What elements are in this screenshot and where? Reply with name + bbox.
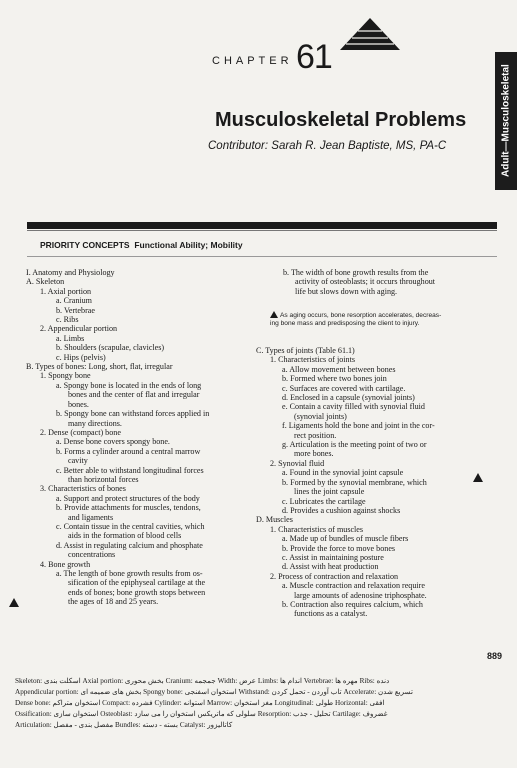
text-line: than horizontal forces bbox=[68, 474, 139, 484]
text-line: 2. Process of contraction and relaxation bbox=[270, 571, 399, 581]
right-column-main bbox=[256, 346, 501, 619]
text-line: 3. Characteristics of bones bbox=[40, 484, 126, 494]
priority-underline bbox=[27, 256, 497, 257]
text-line: (synovial joints) bbox=[294, 411, 347, 421]
text-line: 2. Appendicular portion bbox=[40, 324, 118, 334]
page-title: Musculoskeletal Problems bbox=[215, 109, 467, 131]
side-tab-label: Adult—Musculoskeletal bbox=[500, 64, 512, 178]
text-line: c. Surfaces are covered with cartilage. bbox=[282, 383, 406, 393]
text-line: more bones. bbox=[294, 449, 334, 459]
text-line: b. Provide the force to move bones bbox=[282, 543, 396, 553]
aging-note bbox=[270, 311, 500, 328]
text-line: a. Dense bone covers spongy bone. bbox=[56, 437, 170, 447]
text-line: b. The width of bone growth results from the bbox=[283, 268, 429, 277]
text-line: b. Shoulders (scapulae, clavicles) bbox=[56, 343, 165, 353]
warning-icon bbox=[270, 311, 278, 318]
side-tab bbox=[495, 52, 517, 190]
text-line: a. Limbs bbox=[56, 333, 85, 343]
text-line: D. Muscles bbox=[256, 515, 293, 525]
text-line: a. The length of bone growth results from os- bbox=[56, 569, 203, 578]
text-line: sification of the epiphyseal cartilage at the bbox=[68, 578, 206, 588]
glossary-line: Skeleton: اسکلت بندی Axial portion: بخش محوری Cranium: جمجمه Width: عرض Limbs: اندام ها Vertebrae: مهره ها Ribs: دنده bbox=[15, 677, 390, 685]
text-line: b. Provide attachments for muscles, tendons, bbox=[56, 503, 201, 513]
text-line: I. Anatomy and Physiology bbox=[26, 268, 115, 277]
text-line: the ages of 18 and 25 years. bbox=[68, 597, 159, 607]
text-line: bones. bbox=[68, 399, 89, 409]
text-line: activity of osteoblasts; it occurs throughout bbox=[295, 277, 436, 287]
text-line: c. Contain tissue in the central cavities, which bbox=[56, 521, 205, 531]
text-line: 1. Axial portion bbox=[40, 286, 92, 296]
glossary-line: Ossification: استخوان سازی Osteoblast: سلولی که ماتریکس استخوان را می سازد Resorption: تحلیل - جذب Cartilage: غضروف bbox=[15, 709, 388, 718]
text-line: d. Provides a cushion against shocks bbox=[282, 505, 401, 515]
text-line: f. Ligaments hold the bone and joint in the cor- bbox=[282, 421, 435, 431]
text-line: ends of bones; bone growth stops between bbox=[68, 587, 206, 597]
chapter-label: CHAPTER bbox=[212, 55, 293, 67]
chapter-number: 61 bbox=[296, 38, 332, 76]
text-line: concentrations bbox=[68, 550, 116, 560]
text-line: A. Skeleton bbox=[26, 277, 65, 287]
priority-values: Functional Ability; Mobility bbox=[134, 240, 243, 250]
right-column bbox=[283, 268, 498, 296]
text-line: a. Muscle contraction and relaxation require bbox=[282, 581, 425, 591]
text-line: c. Better able to withstand longitudinal forces bbox=[56, 465, 204, 475]
text-line: c. Assist in maintaining posture bbox=[282, 552, 384, 562]
note-line: ing bone mass and predisposing the client to injury. bbox=[270, 320, 420, 327]
text-line: large amounts of adenosine triphosphate. bbox=[294, 590, 427, 600]
text-line: 2. Dense (compact) bone bbox=[40, 427, 121, 437]
text-line: a. Made up of bundles of muscle fibers bbox=[282, 534, 409, 544]
text-line: b. Spongy bone can withstand forces applied in bbox=[56, 409, 210, 419]
text-line: e. Contain a cavity filled with synovial fluid bbox=[282, 402, 425, 412]
text-line: b. Vertebrae bbox=[56, 305, 95, 315]
page-number: 889 bbox=[487, 651, 503, 661]
divider-bar bbox=[27, 222, 497, 229]
contributor: Contributor: Sarah R. Jean Baptiste, MS, PA-C bbox=[208, 140, 447, 152]
text-line: c. Lubricates the cartilage bbox=[282, 496, 366, 506]
text-line: a. Cranium bbox=[56, 296, 92, 306]
text-line: functions as a catalyst. bbox=[294, 609, 368, 619]
text-line: B. Types of bones: Long, short, flat, irregular bbox=[26, 362, 173, 372]
priority-label: PRIORITY CONCEPTS bbox=[40, 240, 130, 250]
text-line: b. Contraction also requires calcium, which bbox=[282, 599, 423, 609]
text-line: 2. Synovial fluid bbox=[270, 458, 325, 468]
text-line: 1. Characteristics of muscles bbox=[270, 524, 364, 534]
text-line: a. Found in the synovial joint capsule bbox=[282, 468, 404, 478]
text-line: a. Support and protect structures of the body bbox=[56, 493, 200, 503]
text-line: c. Hips (pelvis) bbox=[56, 352, 106, 362]
text-line: a. Spongy bone is located in the ends of long bbox=[56, 380, 202, 390]
text-line: 1. Spongy bone bbox=[40, 371, 91, 381]
text-line: b. Formed by the synovial membrane, which bbox=[282, 477, 427, 487]
text-line: many directions. bbox=[68, 418, 122, 428]
text-line: lines the joint capsule bbox=[294, 487, 365, 497]
text-line: 1. Characteristics of joints bbox=[270, 355, 355, 365]
text-line: b. Forms a cylinder around a central marrow bbox=[56, 446, 201, 456]
text-line: b. Formed where two bones join bbox=[282, 374, 387, 384]
text-line: d. Assist in regulating calcium and phosphate bbox=[56, 540, 203, 550]
text-line: rect position. bbox=[294, 430, 337, 440]
text-line: a. Allow movement between bones bbox=[282, 364, 396, 374]
glossary-line: Articulation: مفصل بندی - مفصل Bundles: بسته - دسته Catalyst: کاتالیزور bbox=[15, 720, 233, 729]
left-column bbox=[26, 268, 256, 607]
text-line: g. Articulation is the meeting point of two or bbox=[282, 440, 427, 450]
text-line: c. Ribs bbox=[56, 315, 79, 325]
text-line: d. Assist with heat production bbox=[282, 562, 379, 572]
glossary bbox=[15, 676, 510, 731]
glossary-line: Dense bone: استخوان متراکم Compact: فشرده Cylinder: استوانه Marrow: مغز استخوان Longitudinal: طولی Horizontal: افقی bbox=[15, 698, 385, 707]
priority-concepts bbox=[40, 240, 243, 250]
text-line: C. Types of joints (Table 61.1) bbox=[256, 346, 355, 355]
divider-line bbox=[27, 230, 497, 231]
text-line: life but slows down with aging. bbox=[295, 286, 398, 296]
text-line: 4. Bone growth bbox=[40, 559, 91, 569]
glossary-line: Appendicular portion: بخش های ضمیمه ای Spongy bone: استخوان اسفنجی Withstand: تاب آوردن - تحمل کردن Accelerate: تسریع شدن bbox=[15, 687, 414, 696]
alert-triangle-icon bbox=[9, 598, 19, 607]
text-line: d. Enclosed in a capsule (synovial joints) bbox=[282, 393, 415, 403]
text-line: and ligaments bbox=[68, 512, 114, 522]
text-line: bones and the center of flat and irregular bbox=[68, 390, 200, 400]
note-line: As aging occurs, bone resorption accelerates, decreas- bbox=[280, 312, 442, 319]
text-line: cavity bbox=[68, 456, 88, 466]
text-line: aids in the formation of blood cells bbox=[68, 531, 182, 541]
